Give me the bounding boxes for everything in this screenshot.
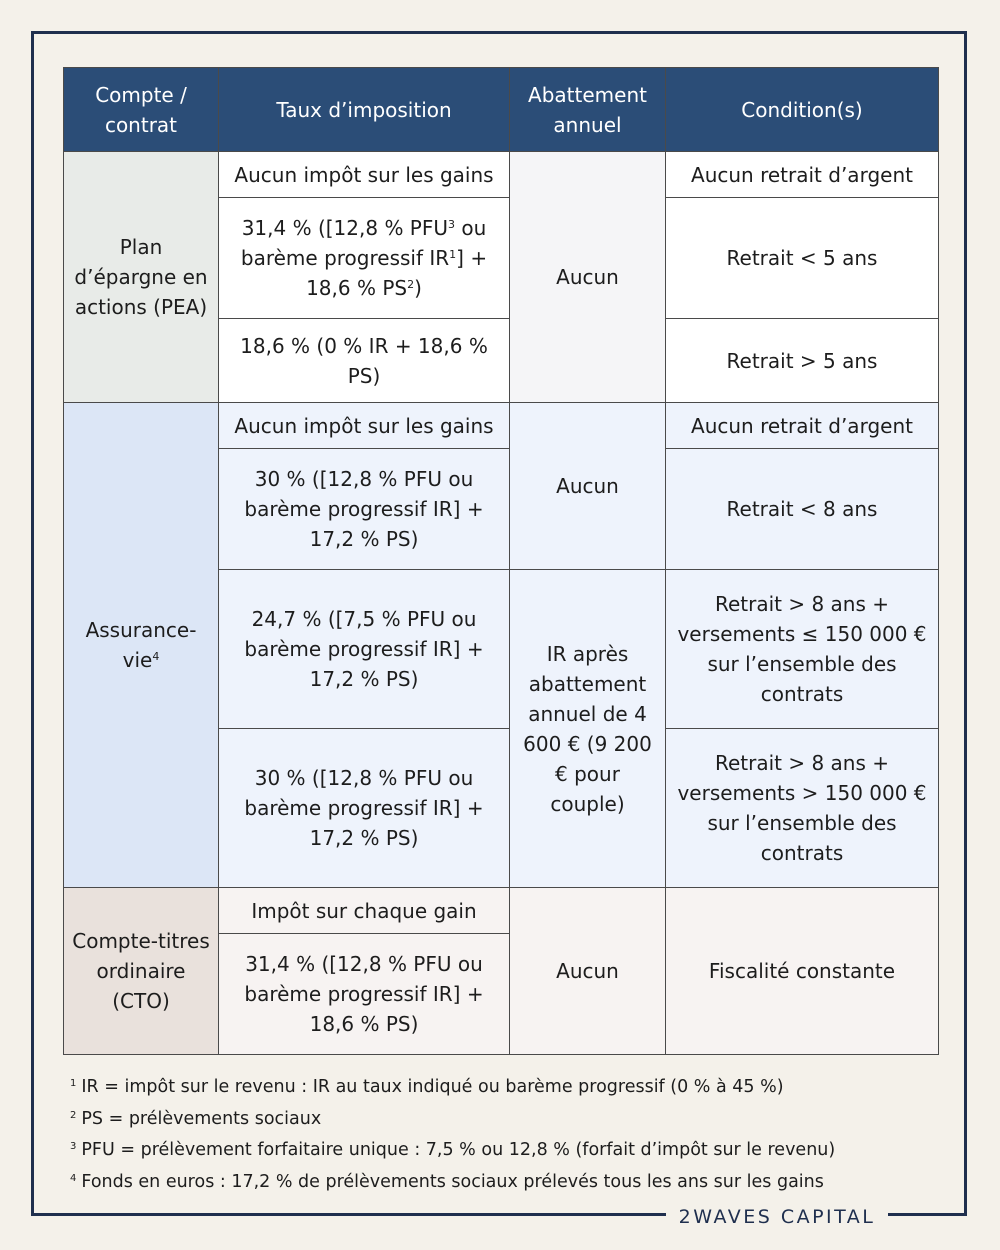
rate-cell: 30 % ([12,8 % PFU ou barème progressif IR] + 17,2 % PS) [219, 729, 510, 888]
table-row [64, 152, 939, 198]
account-pea: Plan d’épargne en actions (PEA) [64, 152, 219, 403]
header-rate: Taux d’imposition [219, 68, 510, 152]
rate-cell: 18,6 % (0 % IR + 18,6 % PS) [219, 319, 510, 403]
rate-cell: Aucun impôt sur les gains [219, 403, 510, 449]
rate-cell: 24,7 % ([7,5 % PFU ou barème progressif IR] + 17,2 % PS) [219, 570, 510, 729]
allowance-cell: Aucun [510, 888, 666, 1055]
rate-cell: 31,4 % ([12,8 % PFU$^3$ ou barème progressif $IR^1] + 18,6$ % $PS^2$) [219, 198, 510, 319]
footnotes [70, 1072, 950, 1198]
account-cto: Compte-titres ordinaire (CTO) [64, 888, 219, 1055]
account-assurance-vie: Assurance-vie$^4$ [64, 403, 219, 888]
allowance-cell: Aucun [510, 403, 666, 570]
condition-cell: Retrait > 8 ans + versements ≤ 150 000 € sur l’ensemble des contrats [666, 570, 939, 729]
condition-cell: Retrait > 5 ans [666, 319, 939, 403]
brand-logo-text: 2WAVES CAPITAL [666, 1204, 888, 1230]
condition-cell: Retrait < 5 ans [666, 198, 939, 319]
rate-cell: Aucun impôt sur les gains [219, 152, 510, 198]
table-header-row [64, 68, 939, 152]
header-conditions: Condition(s) [666, 68, 939, 152]
condition-cell: Aucun retrait d’argent [666, 403, 939, 449]
footnote: $^3$ PFU = prélèvement forfaitaire unique : 7,5 % ou 12,8 % (forfait d’impôt sur le revenu) [70, 1140, 836, 1160]
header-allowance: Abattement annuel [510, 68, 666, 152]
tax-comparison-table [63, 67, 939, 1055]
condition-cell: Fiscalité constante [666, 888, 939, 1055]
footnote: $^2$ PS = prélèvements sociaux [70, 1108, 322, 1129]
condition-cell: Retrait < 8 ans [666, 449, 939, 570]
table-row [64, 403, 939, 449]
footnote: $^1$ IR = impôt sur le revenu : IR au taux indiqué ou barème progressif (0 % à 45 %) [70, 1077, 784, 1097]
allowance-cell: Aucun [510, 152, 666, 403]
table-row [64, 888, 939, 934]
header-account: Compte / contrat [64, 68, 219, 152]
condition-cell: Aucun retrait d’argent [666, 152, 939, 198]
condition-cell: Retrait > 8 ans + versements > 150 000 € sur l’ensemble des contrats [666, 729, 939, 888]
rate-cell: Impôt sur chaque gain [219, 888, 510, 934]
allowance-cell: IR après abattement annuel de 4 600 € (9 200 € pour couple) [510, 570, 666, 888]
footnote: $^4$ Fonds en euros : 17,2 % de prélèvements sociaux prélevés tous les ans sur les gains [70, 1171, 824, 1192]
rate-cell: 31,4 % ([12,8 % PFU ou barème progressif IR] + 18,6 % PS) [219, 934, 510, 1055]
rate-cell: 30 % ([12,8 % PFU ou barème progressif IR] + 17,2 % PS) [219, 449, 510, 570]
